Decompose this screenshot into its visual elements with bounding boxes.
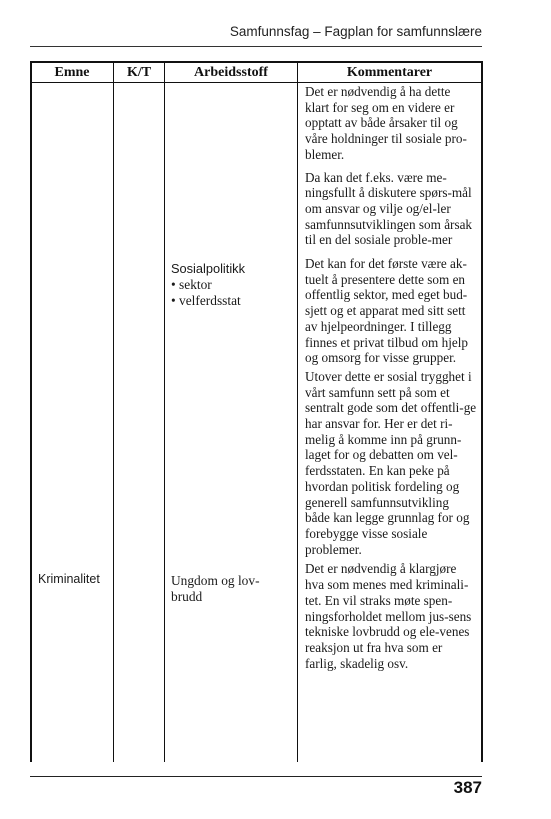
table-border-right bbox=[481, 61, 483, 762]
comment-paragraph: Det kan for det første være ak-tuelt å presentere dette som en offentlig sektor, med eget bud-sjett og et apparat med sitt sett av hjelpeordninger. I tillegg finnes et privat tilbud om hjelp og omsorg for visse grupper. bbox=[305, 256, 468, 366]
work-item: • sektor bbox=[171, 276, 212, 292]
column-header-emne: Emne bbox=[54, 65, 90, 80]
work-cell-ungdom bbox=[171, 573, 271, 605]
comment-paragraph: Da kan det f.eks. være me-ningsfullt å diskutere spørs-mål om ansvar og vilje og/el-ler samfunnsutviklingen som årsak til en del sosiale proble-mer bbox=[305, 169, 473, 248]
header-rule bbox=[30, 46, 482, 47]
column-divider-3 bbox=[297, 61, 298, 762]
comment-paragraph: Det er nødvendig å klargjøre hva som menes med kriminali-tet. En vil straks møte spen-ningsforholdet mellom jus-sens tekniske lovbrudd og ele-venes reaksjon ut fra hva som er farlig, skadelig osv. bbox=[305, 561, 472, 671]
page-header: Samfunnsfag – Fagplan for samfunnslære bbox=[229, 24, 482, 39]
work-title: Sosialpolitikk bbox=[171, 261, 245, 276]
column-divider-2 bbox=[164, 61, 165, 762]
column-header-kommentarer: Kommentarer bbox=[346, 65, 433, 80]
work-title: Ungdom og lov-brudd bbox=[171, 573, 260, 604]
work-item: • velferdsstat bbox=[171, 292, 241, 308]
comment-paragraph: Utover dette er sosial trygghet i vårt samfunn sett på som et sentralt gode som det offentli-ge har ansvar for. Her er det ri-melig å komme inn på grunn-laget for og debatten om vel-ferdsstaten. En kan peke på hvordan politisk fordeling og generell samfunnsutvikling både kan legge grunnlag for og forebygge visse sosiale problemer. bbox=[305, 368, 477, 557]
work-cell-sosialpolitikk bbox=[171, 261, 291, 308]
column-divider-1 bbox=[113, 61, 114, 762]
column-header-arbeidsstoff: Arbeidsstoff bbox=[194, 65, 268, 80]
comment-paragraph: Det er nødvendig å ha dette klart for seg om en videre er opptatt av både årsaker til og våre holdninger til sosiale pro-blemer. bbox=[305, 84, 467, 162]
comments-cell-row-1 bbox=[305, 84, 477, 677]
column-header-kt: K/T bbox=[126, 65, 152, 80]
footer-rule bbox=[30, 776, 482, 777]
page-number: 387 bbox=[453, 778, 482, 797]
table-header-bottom-rule bbox=[30, 82, 482, 83]
emne-cell-kriminalitet: Kriminalitet bbox=[38, 572, 100, 586]
table-border-left bbox=[30, 61, 32, 762]
